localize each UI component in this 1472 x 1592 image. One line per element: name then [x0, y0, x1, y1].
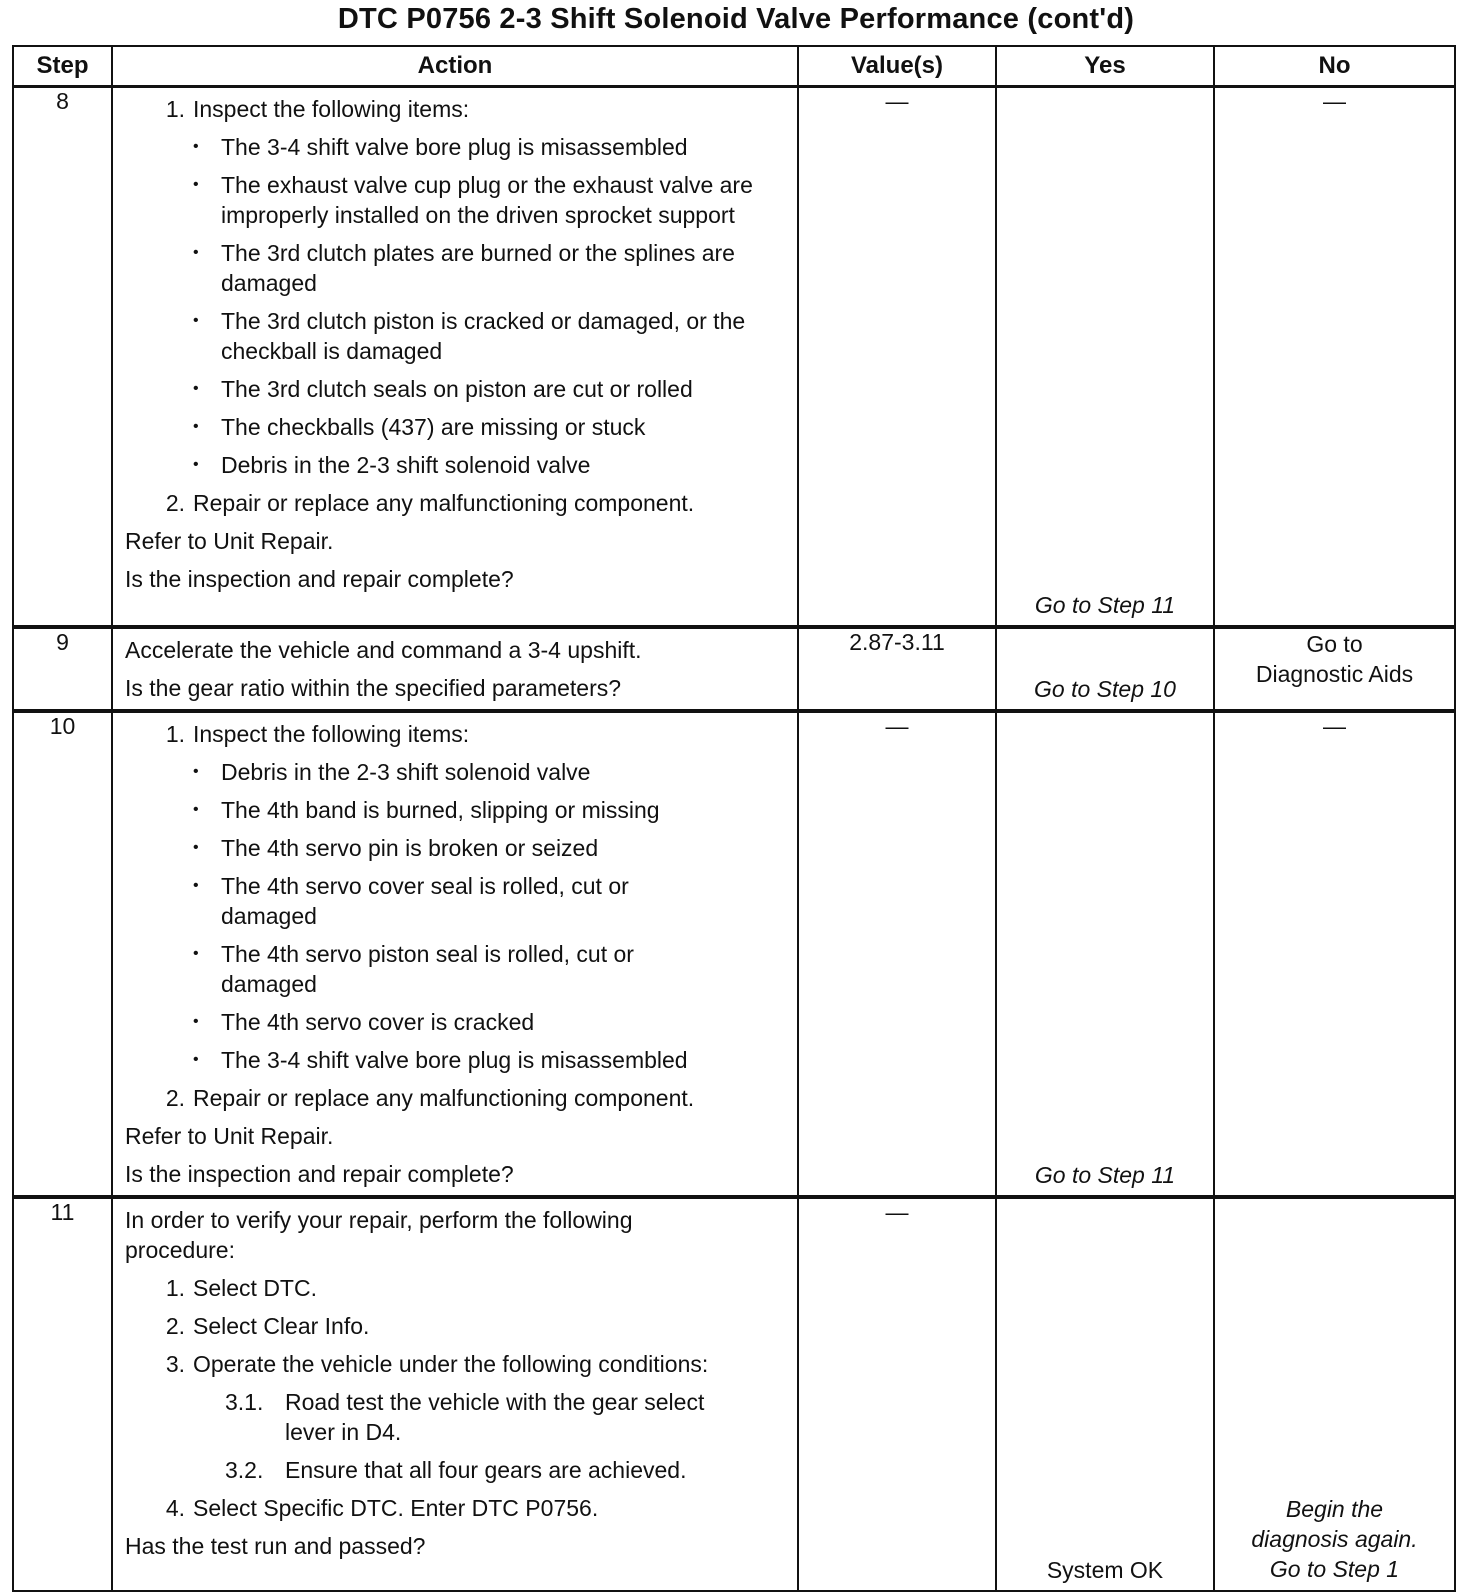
table-row [13, 1197, 1455, 1591]
step-number: 10 [13, 711, 112, 1197]
bullet-item: • Debris in the 2-3 shift solenoid valve [125, 757, 793, 787]
action-text: Accelerate the vehicle and command a 3-4 upshift. [125, 636, 642, 663]
bullet-item: • The 3rd clutch piston is cracked or damaged, or the checkball is damaged [125, 306, 793, 366]
header-values: Value(s) [798, 46, 996, 87]
action-cell [112, 711, 798, 1197]
yes-cell: Go to Step 11 [996, 711, 1214, 1197]
no-text: Begin the [1285, 1495, 1384, 1522]
sub-list-item: 3.1. Road test the vehicle with the gear select lever in D4. [225, 1388, 705, 1445]
question-text: Has the test run and passed? [125, 1532, 426, 1559]
list-item: 2. Repair or replace any malfunctioning component. [165, 1084, 695, 1111]
no-cell [1214, 1197, 1455, 1591]
bullet-item: • Debris in the 2-3 shift solenoid valve [125, 450, 793, 480]
no-cell: — [1214, 87, 1455, 627]
action-cell [112, 1197, 798, 1591]
bullet-item: • The 3rd clutch seals on piston are cut or rolled [125, 374, 793, 404]
bullet-item: • The 4th servo piston seal is rolled, cut or damaged [125, 939, 793, 999]
bullet-item: • The 3-4 shift valve bore plug is misassembled [125, 1045, 793, 1075]
header-step: Step [13, 46, 112, 87]
list-item: 2. Select Clear Info. [165, 1312, 370, 1339]
no-text: diagnosis again. [1251, 1525, 1418, 1552]
table-row [13, 627, 1455, 711]
diagnostic-table [12, 45, 1456, 1592]
bullet-item: • The 4th servo pin is broken or seized [125, 833, 793, 863]
step-number: 8 [13, 87, 112, 627]
value-cell: — [798, 1197, 996, 1591]
step-number: 9 [13, 627, 112, 711]
bullet-item: • The 3-4 shift valve bore plug is misassembled [125, 132, 793, 162]
header-action: Action [112, 46, 798, 87]
action-cell [112, 87, 798, 627]
step-number: 11 [13, 1197, 112, 1591]
question-text: Is the inspection and repair complete? [125, 566, 514, 592]
bullet-item: • The 3rd clutch plates are burned or the splines are damaged [125, 238, 793, 298]
list-item: 3. Operate the vehicle under the following conditions: [165, 1350, 709, 1377]
list-item: 1. Select DTC. [165, 1274, 317, 1301]
action-cell [112, 627, 798, 711]
refer-text: Refer to Unit Repair. [125, 528, 334, 554]
yes-cell: Go to Step 10 [996, 627, 1214, 711]
question-text: Is the gear ratio within the specified parameters? [125, 674, 622, 701]
refer-text: Refer to Unit Repair. [125, 1122, 334, 1149]
value-cell: — [798, 87, 996, 627]
no-text: Go to Step 1 [1269, 1555, 1400, 1582]
table-header-row [13, 46, 1455, 87]
yes-cell: System OK [996, 1197, 1214, 1591]
no-text: Go to [1306, 630, 1363, 657]
intro-text: In order to verify your repair, perform the following procedure: [125, 1206, 633, 1263]
sub-list-item: 3.2. Ensure that all four gears are achieved. [225, 1456, 687, 1483]
yes-cell: Go to Step 11 [996, 87, 1214, 627]
list-item: 1. Inspect the following items: [165, 720, 470, 747]
table-row [13, 711, 1455, 1197]
table-row [13, 87, 1455, 627]
bullet-item: • The exhaust valve cup plug or the exhaust valve are improperly installed on the driven sprocket support [125, 170, 793, 230]
header-yes: Yes [996, 46, 1214, 87]
bullet-item: • The 4th servo cover is cracked [125, 1007, 793, 1037]
header-no: No [1214, 46, 1455, 87]
bullet-item: • The 4th servo cover seal is rolled, cut or damaged [125, 871, 793, 931]
list-item: 1. Inspect the following items: [165, 96, 470, 122]
question-text: Is the inspection and repair complete? [125, 1160, 514, 1187]
no-cell [1214, 627, 1455, 711]
no-cell: — [1214, 711, 1455, 1197]
page-title: DTC P0756 2-3 Shift Solenoid Valve Performance (cont'd) [337, 3, 1135, 35]
value-cell: 2.87-3.11 [798, 627, 996, 711]
bullet-item: • The checkballs (437) are missing or stuck [125, 412, 793, 442]
list-item: 4. Select Specific DTC. Enter DTC P0756. [165, 1494, 599, 1521]
list-item: 2. Repair or replace any malfunctioning component. [165, 490, 695, 516]
bullet-item: • The 4th band is burned, slipping or missing [125, 795, 793, 825]
value-cell: — [798, 711, 996, 1197]
no-text: Diagnostic Aids [1255, 660, 1414, 687]
